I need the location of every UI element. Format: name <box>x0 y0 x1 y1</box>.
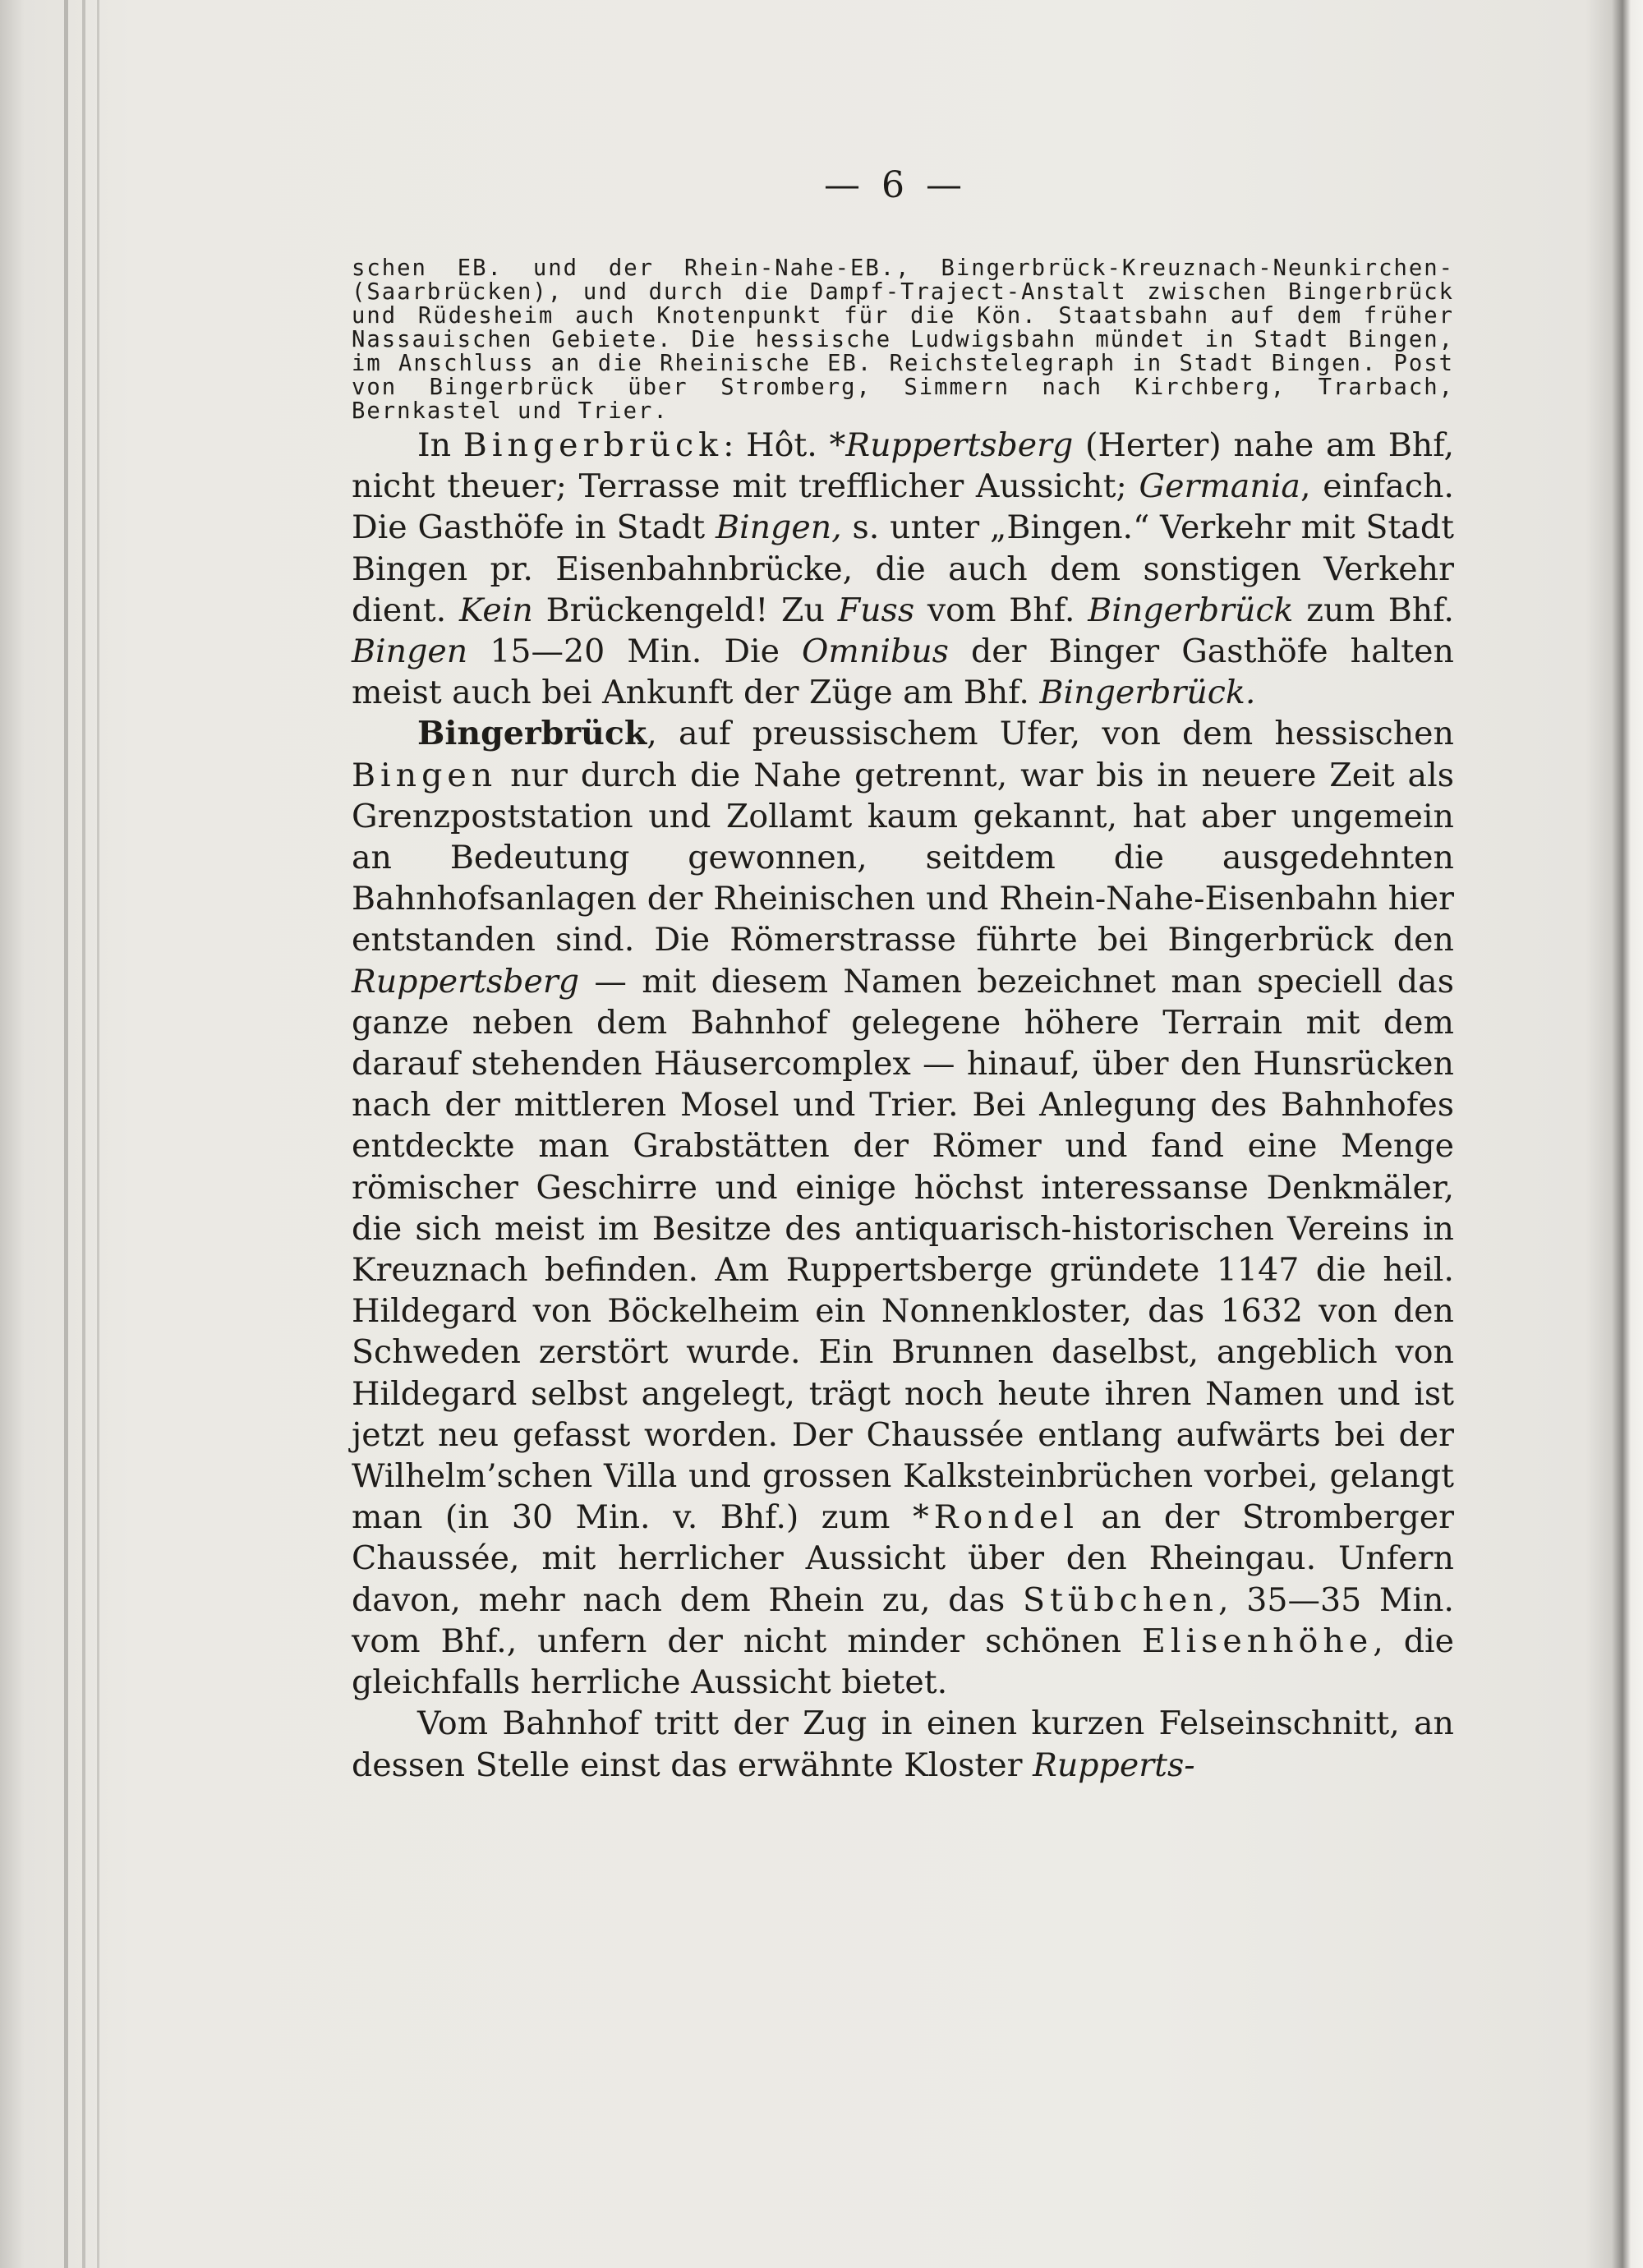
small-print-paragraph: schen EB. und der Rhein-Nahe-EB., Bingerbrück-Kreuznach-Neunkirchen-(Saarbrücken), und durch die Dampf-Traject-Anstalt zwischen Bingerbrück und Rüdesheim auch Knotenpunkt für die Kön. Staatsbahn auf dem früher Nassauischen Gebiete. Die hessische Ludwigsbahn mündet in Stadt Bingen, im Anschluss an die Rheinische EB. Reichstelegraph in Stadt Bingen. Post von Bingerbrück über Stromberg, Simmern nach Kirchberg, Trarbach, Bernkastel und Trier. <box>352 255 1454 424</box>
page-edge <box>64 0 68 2268</box>
paragraph-bingerbrueck: Bingerbrück, auf preussischem Ufer, von dem hessischen Bingen nur durch die Nahe getrennt, war bis in neuere Zeit als Grenzpoststation und Zollamt kaum gekannt, hat aber ungemein an Bedeutung gewonnen, seitdem die ausgedehnten Bahnhofsanlagen der Rheinischen und Rhein-Nahe-Eisenbahn hier entstanden sind. Die Römerstrasse führte bei Bingerbrück den Ruppertsberg — mit diesem Namen bezeichnet man speciell das ganze neben dem Bahnhof gelegene höhere Terrain mit dem darauf stehenden Häusercomplex — hinauf, über den Hunsrücken nach der mittleren Mosel und Trier. Bei Anlegung des Bahnhofes entdeckte man Grabstätten der Römer und fand eine Menge römischer Geschirre und einige höchst interessanse Denkmäler, die sich meist im Besitze des antiquarisch-historischen Vereins in Kreuznach befinden. Am Ruppertsberge gründete 1147 die heil. Hildegard von Böckelheim ein Nonnenkloster, das 1632 von den Schweden zerstört wurde. Ein Brunnen daselbst, angeblich von Hildegard selbst angelegt, trägt noch heute ihren Namen und ist jetzt neu gefasst worden. Der Chaussée entlang aufwärts bei der Wilhelm’schen Villa und grossen Kalksteinbrüchen vorbei, gelangt man (in 30 Min. v. Bhf.) zum *Rondel an der Stromberger Chaussée, mit herrlicher Aussicht über den Rheingau. Unfern davon, mehr nach dem Rhein zu, das Stübchen, 35—35 Min. vom Bhf., unfern der nicht minder schönen Elisenhöhe, die gleichfalls herrliche Aussicht bietet. <box>352 715 1454 1702</box>
paragraph-hotels: In Bingerbrück: Hôt. *Ruppertsberg (Herter) nahe am Bhf, nicht theuer; Terrasse mit trefflicher Aussicht; Germania, einfach. Die Gasthöfe in Stadt Bingen, s. unter „Bingen.“ Verkehr mit Stadt Bingen pr. Eisenbahnbrücke, die auch dem sonstigen Verkehr dient. Kein Brückengeld! Zu Fuss vom Bhf. Bingerbrück zum Bhf. Bingen 15—20 Min. Die Omnibus der Binger Gasthöfe halten meist auch bei Ankunft der Züge am Bhf. Bingerbrück. <box>352 426 1454 712</box>
page-edge <box>97 0 99 2268</box>
paragraph-train: Vom Bahnhof tritt der Zug in einen kurzen Felseinschnitt, an dessen Stelle einst das erwähnte Kloster Rupperts- <box>352 1704 1454 1784</box>
page-edge <box>82 0 85 2268</box>
page-number: — 6 — <box>824 164 967 206</box>
page-body <box>352 256 1454 1786</box>
